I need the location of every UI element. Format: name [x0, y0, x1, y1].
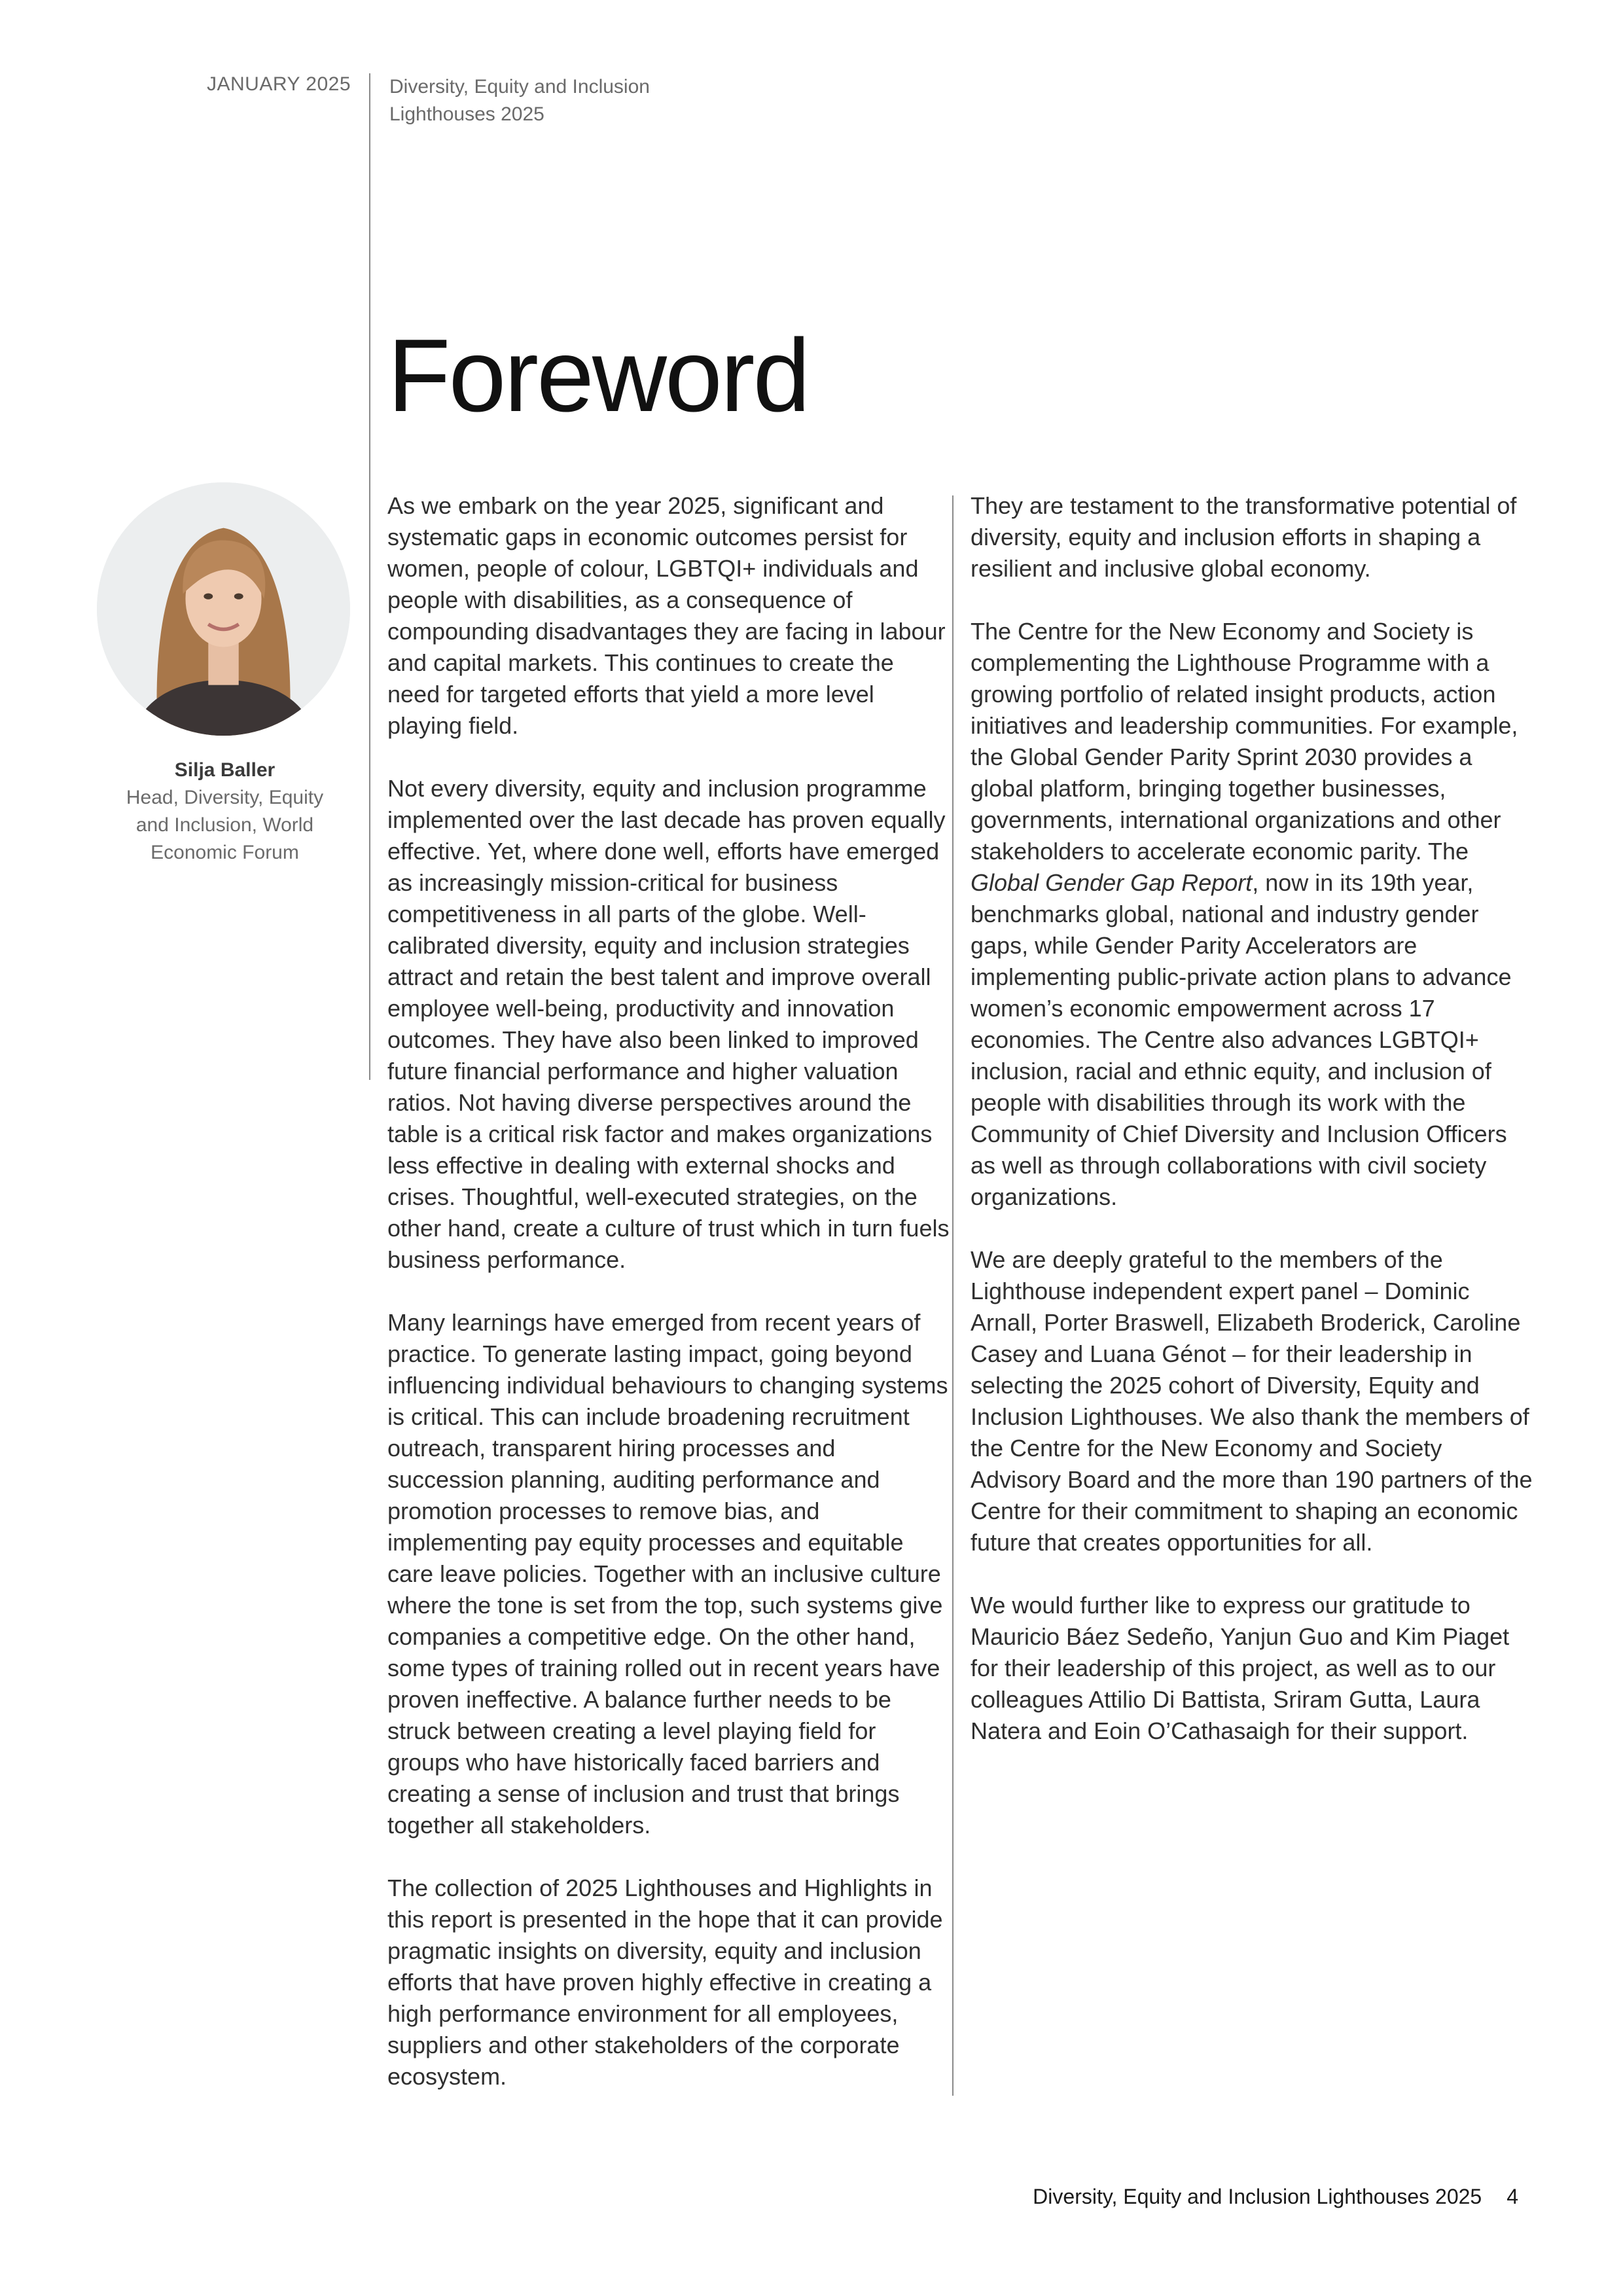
header-title-line1: Diversity, Equity and Inclusion [389, 76, 650, 98]
author-name: Silja Baller [174, 759, 276, 781]
text-column-1 [387, 490, 950, 2124]
paragraph: As we embark on the year 2025, significant and systematic gaps in economic outcomes persist for women, people of colour, LGBTQI+ individuals and people with disabilities, as a consequence of compounding disadvantages they are facing in labour and capital markets. This continues to create the need for targeted efforts that yield a more level playing field. [387, 492, 946, 739]
paragraph: They are testament to the transformative potential of diversity, equity and inclusion efforts in shaping a resilient and inclusive global economy. [971, 492, 1517, 582]
author-role-line3: Economic Forum [151, 842, 299, 863]
paragraph-text: The Centre for the New Economy and Society is complementing the Lighthouse Programme with a growing portfolio of related insight products, action initiatives and leadership communities. For example, the Global Gender Parity Sprint 2030 provides a global platform, bringing together businesses, governments, international organizations and other stakeholders to accelerate economic parity. The [971, 618, 1518, 865]
author-caption [98, 757, 351, 867]
page-footer [1033, 2185, 1518, 2209]
paragraph: Many learnings have emerged from recent years of practice. To generate lasting impact, going beyond influencing individual behaviours to changing systems is critical. This can include broadening recruitment outreach, transparent hiring processes and succession planning, auditing performance and promotion processes to remove bias, and implementing pay equity processes and equitable care leave policies. Together with an inclusive culture where the tone is set from the top, such systems give companies a competitive edge. On the other hand, some types of training rolled out in recent years have proven ineffective. A balance further needs to be struck between creating a level playing field for groups who have historically faced barriers and creating a sense of inclusion and trust that brings together all stakeholders. [387, 1309, 948, 1839]
text-column-2 [971, 490, 1533, 1778]
portrait-photo [97, 482, 350, 736]
author-role-line2: and Inclusion, World [135, 814, 314, 836]
column-divider [952, 495, 954, 2096]
paragraph-text: , now in its 19th year, benchmarks global, national and industry gender gaps, while Gender Parity Accelerators are implementing public-private action plans to advance women’s economic empowerment across 17 economies. The Centre also advances LGBTQI+ inclusion, racial and ethnic equity, and inclusion of people with disabilities through its work with the Community of Chief Diversity and Inclusion Officers as well as through collaborations with civil society organizations. [971, 869, 1512, 1210]
page-number: 4 [1507, 2185, 1518, 2208]
paragraph: We would further like to express our gratitude to Mauricio Báez Sedeño, Yanjun Guo and Kim Piaget for their leadership of this project, as well as to our colleagues Attilio Di Battista, Sriram Gutta, Laura Natera and Eoin O’Cathasaigh for their support. [971, 1592, 1510, 1744]
page-title: Foreword [387, 318, 809, 433]
header-divider [369, 73, 370, 1080]
header-date: JANUARY 2025 [206, 73, 351, 95]
paragraph: We are deeply grateful to the members of the Lighthouse independent expert panel – Dominic Arnall, Porter Braswell, Elizabeth Broderick, Caroline Casey and Luana Génot – for their leadership in selecting the 2025 cohort of Diversity, Equity and Inclusion Lighthouses. We also thank the members of the Centre for the New Economy and Society Advisory Board and the more than 190 partners of the Centre for their commitment to shaping an economic future that creates opportunities for all. [971, 1246, 1533, 1556]
paragraph: The collection of 2025 Lighthouses and Highlights in this report is presented in the hope that it can provide pragmatic insights on diversity, equity and inclusion efforts that have proven highly effective in creating a high performance environment for all employees, suppliers and other stakeholders of the corporate ecosystem. [387, 1874, 943, 2090]
author-portrait [97, 482, 350, 736]
paragraph [971, 616, 1533, 1213]
header-title [389, 73, 650, 128]
report-title: Global Gender Gap Report [971, 869, 1253, 896]
author-role-line1: Head, Diversity, Equity [126, 787, 324, 808]
paragraph: Not every diversity, equity and inclusion programme implemented over the last decade has proven equally effective. Yet, where done well, efforts have emerged as increasingly mission-critical for business competitiveness in all parts of the globe. Well-calibrated diversity, equity and inclusion strategies attract and retain the best talent and improve overall employee well-being, productivity and innovation outcomes. They have also been linked to improved future financial performance and higher valuation ratios. Not having diverse perspectives around the table is a critical risk factor and makes organizations less effective in dealing with external shocks and crises. Thoughtful, well-executed strategies, on the other hand, create a culture of trust which in turn fuels business performance. [387, 775, 950, 1273]
header-title-line2: Lighthouses 2025 [389, 103, 544, 125]
footer-title: Diversity, Equity and Inclusion Lighthouses 2025 [1033, 2185, 1482, 2208]
